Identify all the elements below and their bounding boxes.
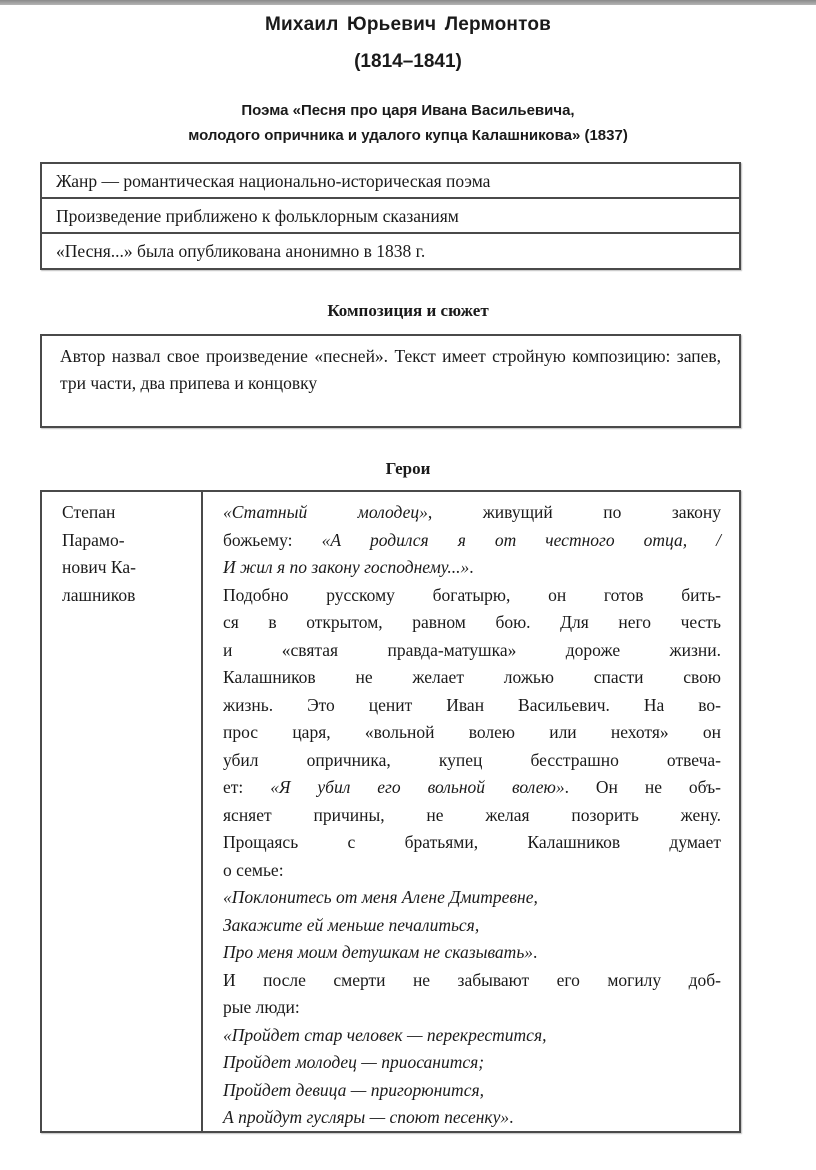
hero-name-cell	[42, 492, 203, 1131]
desc-line: рые люди:	[223, 997, 300, 1017]
desc-line	[223, 527, 721, 555]
text: .	[533, 942, 538, 962]
quote: А пройдут гусляры — споют песенку»	[223, 1107, 510, 1127]
fact-folklore: Произведение приближено к фольклорным сказаниям	[42, 199, 739, 234]
desc-line: И после смерти не забывают его могилу доб-	[223, 969, 721, 990]
desc-line: Калашников не желает ложью спасти свою	[223, 667, 721, 687]
desc-line	[223, 939, 721, 967]
hero-name-line: нович Ка-	[62, 557, 136, 577]
hero-name-line: Парамо-	[62, 529, 125, 550]
desc-line: жизнь. Это ценит Иван Васильевич. На во-	[223, 694, 721, 715]
desc-line	[223, 1049, 721, 1077]
quote: Пройдет девица — пригорюнится,	[223, 1079, 484, 1100]
desc-line	[223, 554, 721, 582]
desc-line	[223, 1104, 721, 1132]
text: ет:	[223, 777, 271, 797]
quote: Закажите ей меньше печалиться,	[223, 914, 480, 935]
desc-line	[223, 1077, 721, 1105]
fact-publication: «Песня...» была опубликована анонимно в 1838 г.	[56, 241, 426, 261]
composition-heading: Композиция и сюжет	[327, 301, 489, 320]
quote: Пройдет молодец — приосанится;	[223, 1052, 485, 1072]
desc-line	[223, 774, 721, 802]
author-years: (1814–1841)	[354, 51, 462, 72]
desc-line: ся в открытом, равном бою. Для него честь	[223, 612, 721, 632]
facts-table	[40, 162, 741, 270]
desc-line	[223, 884, 721, 912]
desc-line: убил опричника, купец бесстрашно отвеча-	[223, 749, 721, 770]
hero-name-line: лашников	[62, 584, 136, 605]
desc-line: и «святая правда-матушка» дороже жизни.	[223, 639, 721, 660]
heroes-heading: Герои	[385, 459, 431, 478]
poem-title-line-1: Поэма «Песня про царя Ивана Васильевича,	[241, 102, 575, 119]
fact-genre: Жанр — романтическая национально-историческая поэма	[42, 164, 739, 199]
text: , живущий по закону	[427, 502, 722, 522]
text: . Он не объ-	[564, 777, 721, 797]
desc-line: о семье:	[223, 859, 284, 880]
poem-title-line-2: молодого опричника и удалого купца Калашникова» (1837)	[188, 127, 628, 144]
composition-text: Автор назвал свое произведение «песней». Текст имеет стройную композицию: запев, три части, два припева и концовку	[60, 346, 721, 393]
text: .	[509, 1107, 514, 1127]
quote: И жил я по закону господнему...»	[223, 557, 470, 577]
poem-title	[0, 98, 816, 148]
desc-line: Подобно русскому богатырю, он готов бить-	[223, 584, 721, 605]
author-name: Михаил Юрьевич Лермонтов	[264, 14, 552, 35]
top-edge-bar	[0, 0, 816, 5]
desc-line	[223, 912, 721, 940]
quote: «Пройдет стар человек — перекрестится,	[223, 1024, 547, 1045]
composition-box	[40, 334, 741, 428]
hero-name-line: Степан	[62, 502, 116, 522]
desc-line: Прощаясь с братьями, Калашников думает	[223, 832, 721, 852]
quote: «А родился я от честного отца, /	[321, 529, 722, 550]
desc-line: ясняет причины, не желая позорить жену.	[223, 804, 721, 825]
desc-line	[223, 1022, 721, 1050]
hero-description-cell	[203, 492, 739, 1131]
quote: Про меня моим детушкам не сказывать»	[223, 942, 534, 962]
heroes-table	[40, 490, 741, 1133]
desc-line: прос царя, «вольной волею или нехотя» он	[223, 722, 721, 742]
text: .	[469, 557, 474, 577]
text: божьему:	[223, 529, 322, 550]
quote: «Поклонитесь от меня Алене Дмитревне,	[223, 887, 538, 907]
quote: «Я убил его вольной волею»	[270, 777, 565, 797]
desc-line	[223, 499, 721, 527]
quote: «Статный молодец»	[223, 502, 428, 522]
